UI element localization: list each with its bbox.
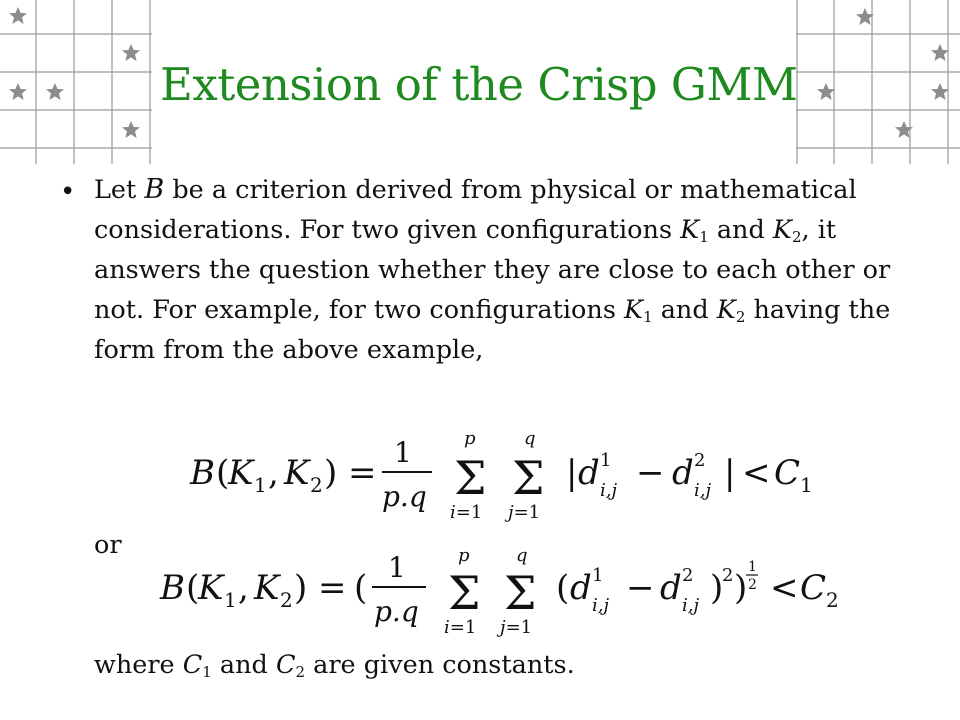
- svg-text:q: q: [516, 547, 528, 566]
- svg-text:1: 1: [800, 473, 813, 497]
- k-symbol: K: [772, 215, 792, 245]
- svg-text:B: B: [160, 568, 185, 608]
- svg-text:(: (: [354, 568, 368, 608]
- k-symbol: K: [716, 295, 736, 325]
- c-symbol: C: [275, 650, 296, 680]
- svg-text:1: 1: [394, 436, 412, 469]
- star-icon: [46, 83, 64, 100]
- svg-text:): ): [294, 568, 308, 608]
- svg-text:2: 2: [280, 588, 293, 612]
- svg-text:(: (: [556, 568, 570, 608]
- formula-2-svg: [156, 547, 846, 639]
- svg-text:i,j: i,j: [592, 595, 610, 616]
- where-line: [94, 645, 575, 685]
- svg-text:): ): [734, 568, 748, 608]
- bullet-marker: •: [60, 177, 76, 207]
- svg-text:K: K: [284, 453, 310, 493]
- svg-text:2: 2: [694, 450, 706, 471]
- text-and: and: [652, 295, 717, 325]
- svg-text:): ): [324, 453, 338, 493]
- svg-text:j=1: j=1: [508, 502, 541, 523]
- text-line-a: be a criterion derived from physical or mathematical considerations. For two given configurations: [94, 175, 857, 245]
- svg-text:i,j: i,j: [600, 480, 618, 501]
- svg-text:Σ: Σ: [448, 566, 481, 620]
- svg-text:|: |: [724, 453, 736, 493]
- svg-text:p: p: [458, 547, 470, 566]
- star-icon: [931, 44, 949, 61]
- text-and: and: [708, 215, 773, 245]
- svg-text:Σ: Σ: [454, 451, 487, 505]
- svg-text:C: C: [774, 453, 801, 493]
- svg-text:,: ,: [238, 568, 249, 608]
- c-subscript: 1: [202, 663, 212, 681]
- svg-text:d: d: [570, 568, 592, 608]
- svg-text:Σ: Σ: [512, 451, 545, 505]
- k-subscript: 1: [643, 308, 653, 326]
- formula-1-svg: [186, 426, 826, 526]
- svg-text:2: 2: [682, 565, 694, 586]
- svg-text:(: (: [186, 568, 200, 608]
- svg-text:i,j: i,j: [694, 480, 712, 501]
- decorative-grid-left: [0, 0, 152, 164]
- bullet-text: [94, 170, 920, 370]
- svg-text:−: −: [636, 453, 665, 493]
- svg-text:Σ: Σ: [504, 566, 537, 620]
- star-icon: [9, 83, 27, 100]
- formula-2: [156, 547, 846, 639]
- svg-text:K: K: [198, 568, 224, 608]
- svg-text:K: K: [228, 453, 254, 493]
- svg-text:K: K: [254, 568, 280, 608]
- svg-text:1: 1: [388, 551, 406, 584]
- slide-body: [60, 170, 920, 370]
- svg-text:2: 2: [310, 473, 323, 497]
- svg-text:1: 1: [224, 588, 237, 612]
- svg-text:q: q: [524, 428, 536, 449]
- svg-text:,: ,: [268, 453, 279, 493]
- star-icon: [856, 8, 874, 25]
- svg-text:2: 2: [722, 565, 734, 586]
- formula-1: [186, 426, 826, 526]
- k-subscript: 2: [791, 228, 802, 246]
- svg-text:1: 1: [254, 473, 267, 497]
- text-line-b: , it answers the question whether they are close to each other or not. For example, for two configurations: [94, 215, 891, 325]
- or-label: or: [94, 530, 122, 560]
- svg-text:1: 1: [600, 450, 612, 471]
- svg-text:(: (: [216, 453, 230, 493]
- star-icon: [122, 121, 140, 138]
- svg-text:i,j: i,j: [682, 595, 700, 616]
- svg-text:d: d: [660, 568, 682, 608]
- svg-text:j=1: j=1: [500, 617, 533, 638]
- k-subscript: 1: [699, 228, 709, 246]
- svg-text:−: −: [626, 568, 655, 608]
- text-rest: are given constants.: [305, 650, 575, 680]
- svg-text:|: |: [566, 453, 578, 493]
- svg-text:1: 1: [748, 559, 757, 575]
- svg-text:1: 1: [592, 565, 604, 586]
- svg-text:2: 2: [748, 577, 757, 593]
- k-symbol: K: [680, 215, 700, 245]
- text-line-c: having the form from the above example,: [94, 295, 891, 365]
- text-let: Let: [94, 175, 145, 205]
- star-icon: [931, 83, 949, 100]
- decorative-grid-right: [796, 0, 960, 164]
- svg-text:i=1: i=1: [450, 502, 483, 523]
- c-subscript: 2: [295, 663, 306, 681]
- c-symbol: C: [182, 650, 203, 680]
- svg-text:p: p: [464, 428, 476, 449]
- svg-text:B: B: [190, 453, 215, 493]
- text-where: where: [94, 650, 183, 680]
- bullet-item: [60, 170, 920, 370]
- svg-text:p.q: p.q: [374, 595, 419, 628]
- grid-left-svg: [0, 0, 152, 164]
- svg-text:C: C: [800, 568, 827, 608]
- star-icon: [9, 7, 27, 24]
- svg-text:d: d: [578, 453, 600, 493]
- grid-right-svg: [796, 0, 960, 164]
- svg-text:<: <: [770, 568, 799, 608]
- slide-title: Extension of the Crisp GMM: [160, 58, 798, 111]
- svg-text:<: <: [742, 453, 771, 493]
- svg-text:=: =: [318, 568, 347, 608]
- criterion-symbol: B: [144, 174, 165, 205]
- svg-text:2: 2: [826, 588, 839, 612]
- svg-text:): ): [710, 568, 724, 608]
- k-subscript: 2: [735, 308, 746, 326]
- star-icon: [122, 44, 140, 61]
- k-symbol: K: [624, 295, 644, 325]
- text-and: and: [211, 650, 276, 680]
- svg-text:d: d: [672, 453, 694, 493]
- svg-text:=: =: [348, 453, 377, 493]
- svg-text:p.q: p.q: [382, 480, 427, 513]
- svg-text:i=1: i=1: [444, 617, 477, 638]
